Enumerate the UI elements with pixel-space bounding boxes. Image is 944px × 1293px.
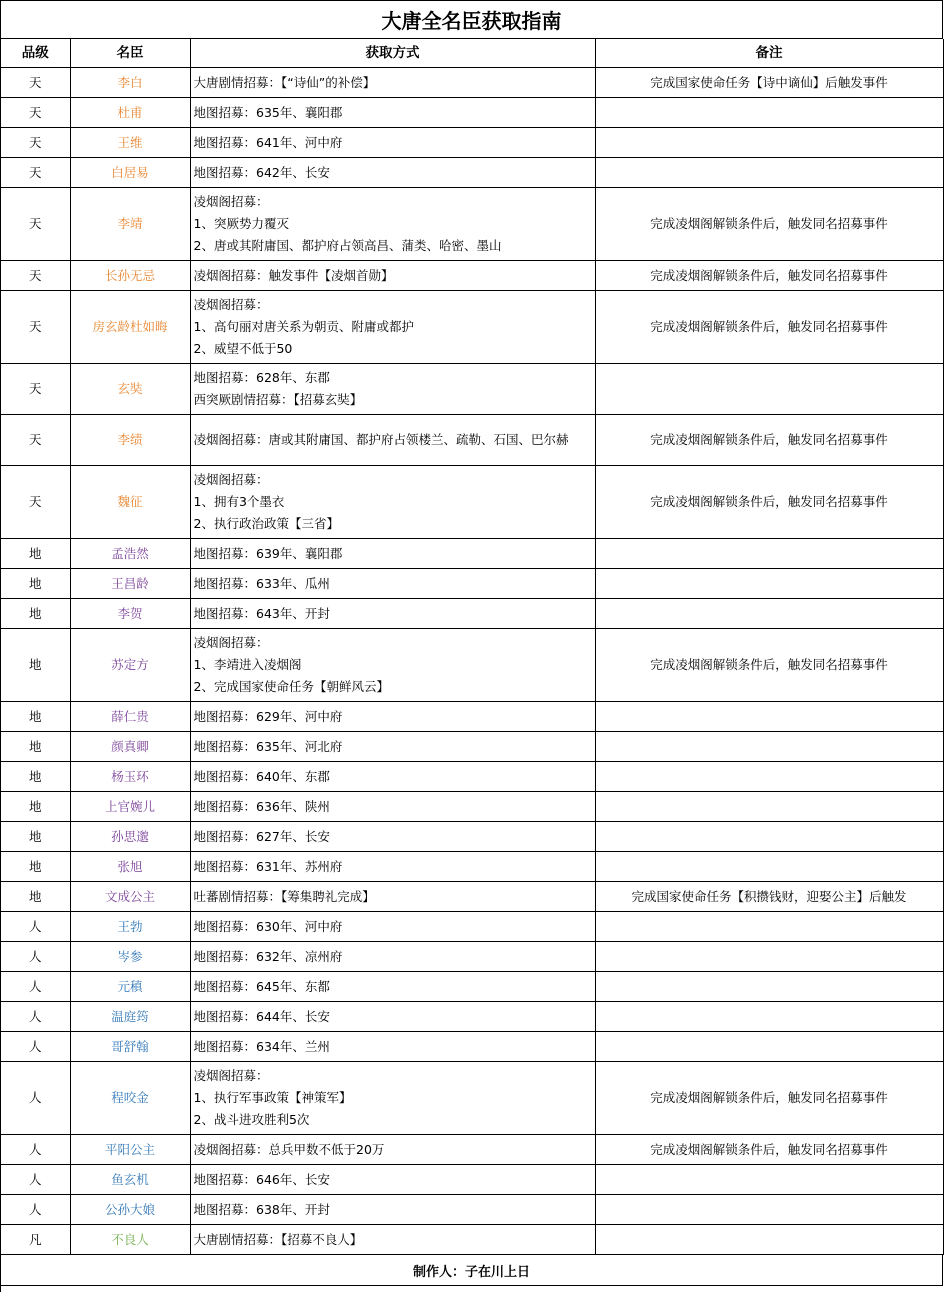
minister-name-cell: 杜甫 (70, 98, 190, 128)
method-line: 地图招募：638年、开封 (193, 1201, 330, 1217)
method-line: 地图招募：640年、东郡 (193, 768, 330, 784)
table-row (1, 291, 943, 364)
grade-cell: 天 (1, 68, 70, 98)
method-cell (190, 852, 595, 882)
minister-name-cell: 薛仁贵 (70, 702, 190, 732)
table-row (1, 882, 943, 912)
note-cell (595, 1165, 943, 1195)
table-row (1, 912, 943, 942)
minister-name-cell: 元稹 (70, 972, 190, 1002)
grade-cell: 地 (1, 629, 70, 702)
note-cell (595, 912, 943, 942)
minister-name-cell: 孙思邈 (70, 822, 190, 852)
method-cell (190, 364, 595, 415)
grade-cell: 人 (1, 1195, 70, 1225)
method-cell (190, 629, 595, 702)
note-cell (595, 852, 943, 882)
method-line: 凌烟阁招募： (193, 297, 269, 312)
table-row (1, 261, 943, 291)
method-line: 地图招募：645年、东都 (193, 978, 330, 994)
note-cell: 完成凌烟阁解锁条件后，触发同名招募事件 (595, 415, 943, 466)
method-line: 地图招募：627年、长安 (193, 828, 330, 844)
grade-cell: 天 (1, 261, 70, 291)
method-cell (190, 1165, 595, 1195)
method-cell (190, 792, 595, 822)
table-row (1, 158, 943, 188)
minister-name-cell: 颜真卿 (70, 732, 190, 762)
method-cell (190, 158, 595, 188)
method-line: 凌烟阁招募：唐或其附庸国、都护府占领楼兰、疏勒、石国、巴尔赫 (193, 432, 569, 447)
minister-name-cell: 温庭筠 (70, 1002, 190, 1032)
table-row (1, 732, 943, 762)
minister-name-cell: 李贺 (70, 599, 190, 629)
table-row (1, 188, 943, 261)
method-cell (190, 539, 595, 569)
method-line: 地图招募：643年、开封 (193, 605, 330, 621)
method-cell (190, 128, 595, 158)
method-cell (190, 1135, 595, 1165)
method-cell (190, 1032, 595, 1062)
table-row (1, 1032, 943, 1062)
method-line: 凌烟阁招募： (193, 635, 269, 650)
grade-cell: 人 (1, 972, 70, 1002)
minister-name-cell: 不良人 (70, 1225, 190, 1255)
method-cell (190, 1225, 595, 1255)
method-cell (190, 466, 595, 539)
note-cell: 完成凌烟阁解锁条件后，触发同名招募事件 (595, 629, 943, 702)
minister-name-cell: 魏征 (70, 466, 190, 539)
table-row (1, 1165, 943, 1195)
table-row (1, 702, 943, 732)
grade-cell: 地 (1, 792, 70, 822)
method-cell (190, 291, 595, 364)
note-cell (595, 364, 943, 415)
method-line: 1、李靖进入凌烟阁 (193, 657, 302, 672)
note-cell (595, 1195, 943, 1225)
grade-cell: 天 (1, 128, 70, 158)
table-row (1, 68, 943, 98)
grade-cell: 人 (1, 912, 70, 942)
table-row (1, 1225, 943, 1255)
minister-name-cell: 李绩 (70, 415, 190, 466)
method-line: 吐蕃剧情招募：【筹集聘礼完成】 (193, 888, 375, 904)
grade-cell: 人 (1, 1032, 70, 1062)
grade-cell: 地 (1, 569, 70, 599)
method-cell (190, 98, 595, 128)
note-cell (595, 792, 943, 822)
column-header-note: 备注 (595, 39, 943, 68)
note-cell (595, 539, 943, 569)
minister-name-cell: 岑参 (70, 942, 190, 972)
grade-cell: 人 (1, 1062, 70, 1135)
minister-name-cell: 王维 (70, 128, 190, 158)
table-row (1, 762, 943, 792)
grade-cell: 人 (1, 942, 70, 972)
note-cell (595, 98, 943, 128)
method-line: 地图招募：635年、襄阳郡 (193, 104, 343, 120)
method-cell (190, 599, 595, 629)
minister-name-cell: 王勃 (70, 912, 190, 942)
table-row (1, 466, 943, 539)
method-line: 地图招募：635年、河北府 (193, 738, 343, 754)
grade-cell: 地 (1, 732, 70, 762)
table-row (1, 792, 943, 822)
method-line: 地图招募：628年、东郡 (193, 370, 330, 385)
column-header-grade: 品级 (1, 39, 70, 68)
minister-name-cell: 张旭 (70, 852, 190, 882)
grade-cell: 人 (1, 1002, 70, 1032)
method-cell (190, 912, 595, 942)
author-credit: 制作人：子在川上日 (1, 1255, 943, 1286)
table-row (1, 1062, 943, 1135)
minister-name-cell: 杨玉环 (70, 762, 190, 792)
note-cell: 完成国家使命任务【积攒钱财，迎娶公主】后触发 (595, 882, 943, 912)
method-cell (190, 702, 595, 732)
grade-cell: 地 (1, 702, 70, 732)
note-cell (595, 972, 943, 1002)
method-cell (190, 972, 595, 1002)
grade-cell: 凡 (1, 1225, 70, 1255)
method-line: 2、唐或其附庸国、都护府占领高昌、蒲类、哈密、墨山 (193, 238, 502, 253)
grade-cell: 地 (1, 882, 70, 912)
table-row (1, 852, 943, 882)
grade-cell: 天 (1, 158, 70, 188)
minister-name-cell: 白居易 (70, 158, 190, 188)
table-row (1, 599, 943, 629)
table-row (1, 415, 943, 466)
method-line: 地图招募：644年、长安 (193, 1008, 330, 1024)
minister-name-cell: 上官婉儿 (70, 792, 190, 822)
minister-name-cell: 鱼玄机 (70, 1165, 190, 1195)
method-cell (190, 822, 595, 852)
method-line: 凌烟阁招募： (193, 472, 269, 487)
minister-name-cell: 苏定方 (70, 629, 190, 702)
method-line: 1、执行军事政策【神策军】 (193, 1090, 352, 1105)
note-cell (595, 1225, 943, 1255)
method-cell (190, 261, 595, 291)
note-cell (595, 762, 943, 792)
minister-name-cell: 玄奘 (70, 364, 190, 415)
method-cell (190, 415, 595, 466)
method-line: 地图招募：631年、苏州府 (193, 858, 343, 874)
method-line: 地图招募：642年、长安 (193, 164, 330, 180)
method-cell (190, 68, 595, 98)
minister-name-cell: 李靖 (70, 188, 190, 261)
minister-name-cell: 平阳公主 (70, 1135, 190, 1165)
grade-cell: 地 (1, 852, 70, 882)
minister-name-cell: 李白 (70, 68, 190, 98)
note-cell: 完成凌烟阁解锁条件后，触发同名招募事件 (595, 1135, 943, 1165)
note-cell (595, 822, 943, 852)
method-line: 凌烟阁招募：触发事件【凌烟首勋】 (193, 267, 394, 283)
grade-cell: 人 (1, 1135, 70, 1165)
table-header-row (1, 39, 943, 68)
table-row (1, 569, 943, 599)
minister-name-cell: 房玄龄杜如晦 (70, 291, 190, 364)
method-line: 地图招募：633年、瓜州 (193, 575, 330, 591)
method-line: 地图招募：634年、兰州 (193, 1038, 330, 1054)
method-cell (190, 188, 595, 261)
method-line: 1、突厥势力覆灭 (193, 216, 289, 231)
page-title: 大唐全名臣获取指南 (1, 1, 943, 39)
recruitment-table (1, 39, 944, 1255)
table-row (1, 98, 943, 128)
grade-cell: 地 (1, 762, 70, 792)
method-line: 凌烟阁招募： (193, 1068, 269, 1083)
grade-cell: 地 (1, 599, 70, 629)
grade-cell: 地 (1, 822, 70, 852)
grade-cell: 天 (1, 291, 70, 364)
note-cell (595, 158, 943, 188)
grade-cell: 天 (1, 188, 70, 261)
method-line: 地图招募：641年、河中府 (193, 134, 343, 150)
table-row (1, 629, 943, 702)
grade-cell: 人 (1, 1165, 70, 1195)
method-cell (190, 732, 595, 762)
method-line: 2、完成国家使命任务【朝鲜风云】 (193, 679, 389, 694)
note-cell (595, 128, 943, 158)
method-cell (190, 882, 595, 912)
method-line: 地图招募：646年、长安 (193, 1171, 330, 1187)
method-line: 大唐剧情招募：【招募不良人】 (193, 1231, 363, 1247)
method-line: 地图招募：629年、河中府 (193, 708, 343, 724)
column-header-name: 名臣 (70, 39, 190, 68)
method-line: 地图招募：639年、襄阳郡 (193, 545, 343, 561)
table-row (1, 364, 943, 415)
grade-cell: 天 (1, 415, 70, 466)
table-row (1, 822, 943, 852)
note-cell (595, 569, 943, 599)
note-cell: 完成凌烟阁解锁条件后，触发同名招募事件 (595, 291, 943, 364)
minister-name-cell: 程咬金 (70, 1062, 190, 1135)
method-line: 2、威望不低于50 (193, 341, 293, 356)
method-line: 大唐剧情招募：【“诗仙”的补偿】 (193, 74, 376, 90)
note-cell (595, 1032, 943, 1062)
method-line: 地图招募：636年、陕州 (193, 798, 330, 814)
method-line: 地图招募：630年、河中府 (193, 918, 343, 934)
table-row (1, 972, 943, 1002)
minister-name-cell: 文成公主 (70, 882, 190, 912)
method-line: 地图招募：632年、凉州府 (193, 948, 343, 964)
table-row (1, 942, 943, 972)
note-cell: 完成凌烟阁解锁条件后，触发同名招募事件 (595, 466, 943, 539)
grade-cell: 天 (1, 98, 70, 128)
grade-cell: 地 (1, 539, 70, 569)
table-row (1, 128, 943, 158)
method-cell (190, 762, 595, 792)
note-cell: 完成凌烟阁解锁条件后，触发同名招募事件 (595, 1062, 943, 1135)
method-cell (190, 1002, 595, 1032)
grade-cell: 天 (1, 466, 70, 539)
note-cell (595, 599, 943, 629)
minister-name-cell: 长孙无忌 (70, 261, 190, 291)
note-cell: 完成凌烟阁解锁条件后，触发同名招募事件 (595, 188, 943, 261)
table-row (1, 1135, 943, 1165)
note-cell (595, 702, 943, 732)
note-cell (595, 1002, 943, 1032)
note-cell (595, 732, 943, 762)
minister-name-cell: 公孙大娘 (70, 1195, 190, 1225)
method-line: 1、拥有3个墨衣 (193, 494, 285, 509)
method-cell (190, 1062, 595, 1135)
note-cell (595, 942, 943, 972)
method-line: 凌烟阁招募： (193, 194, 269, 209)
note-cell: 完成凌烟阁解锁条件后，触发同名招募事件 (595, 261, 943, 291)
minister-name-cell: 孟浩然 (70, 539, 190, 569)
note-cell: 完成国家使命任务【诗中谪仙】后触发事件 (595, 68, 943, 98)
column-header-method: 获取方式 (190, 39, 595, 68)
method-cell (190, 1195, 595, 1225)
table-body (1, 68, 943, 1255)
table-row (1, 1195, 943, 1225)
method-line: 凌烟阁招募：总兵甲数不低于20万 (193, 1141, 385, 1157)
method-line: 1、高句丽对唐关系为朝贡、附庸或都护 (193, 319, 414, 334)
grade-cell: 天 (1, 364, 70, 415)
minister-name-cell: 王昌龄 (70, 569, 190, 599)
table-row (1, 1002, 943, 1032)
method-cell (190, 942, 595, 972)
minister-name-cell: 哥舒翰 (70, 1032, 190, 1062)
method-cell (190, 569, 595, 599)
method-line: 2、执行政治政策【三省】 (193, 516, 339, 531)
method-line: 2、战斗进攻胜利5次 (193, 1112, 310, 1127)
table-row (1, 539, 943, 569)
method-line: 西突厥剧情招募：【招募玄奘】 (193, 392, 363, 407)
